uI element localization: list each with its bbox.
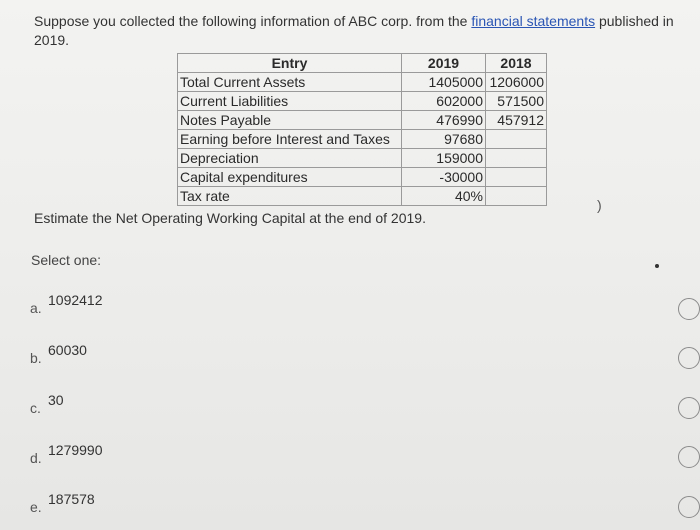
table-cell: 40% bbox=[402, 187, 486, 206]
option-value: 1092412 bbox=[48, 292, 103, 308]
table-cell: Capital expenditures bbox=[178, 168, 402, 187]
table-cell bbox=[486, 149, 547, 168]
table-row bbox=[178, 168, 547, 187]
option-letter: b. bbox=[30, 350, 42, 366]
table-cell: Current Liabilities bbox=[178, 92, 402, 111]
table-cell bbox=[486, 168, 547, 187]
table-row bbox=[178, 92, 547, 111]
answer-option-b[interactable] bbox=[30, 342, 87, 366]
table-cell bbox=[486, 130, 547, 149]
option-letter: c. bbox=[30, 400, 41, 416]
table-cell: Depreciation bbox=[178, 149, 402, 168]
table-cell: 571500 bbox=[486, 92, 547, 111]
table-header-2019: 2019 bbox=[402, 54, 486, 73]
table-header-2018: 2018 bbox=[486, 54, 547, 73]
table-cell: 1206000 bbox=[486, 73, 547, 92]
table-row bbox=[178, 73, 547, 92]
option-letter: e. bbox=[30, 499, 42, 515]
option-letter: d. bbox=[30, 450, 42, 466]
option-value: 187578 bbox=[48, 491, 95, 507]
radio-option-e[interactable] bbox=[678, 496, 700, 518]
option-value: 60030 bbox=[48, 342, 87, 358]
table-cell: Total Current Assets bbox=[178, 73, 402, 92]
table-cell: Notes Payable bbox=[178, 111, 402, 130]
table-cell bbox=[486, 187, 547, 206]
answer-option-d[interactable] bbox=[30, 442, 103, 466]
table-cell: Tax rate bbox=[178, 187, 402, 206]
option-value: 30 bbox=[48, 392, 64, 408]
table-row bbox=[178, 130, 547, 149]
financial-data-table bbox=[177, 53, 547, 206]
radio-option-d[interactable] bbox=[678, 446, 700, 468]
table-cell: 159000 bbox=[402, 149, 486, 168]
radio-option-b[interactable] bbox=[678, 347, 700, 369]
question-text: Estimate the Net Operating Working Capital at the end of 2019. bbox=[34, 210, 426, 226]
decorative-dot bbox=[655, 264, 659, 268]
table-cell: 476990 bbox=[402, 111, 486, 130]
table-header-row bbox=[178, 54, 547, 73]
intro-text: Suppose you collected the following information of ABC corp. from the bbox=[34, 13, 472, 29]
table-cell: 602000 bbox=[402, 92, 486, 111]
select-one-label: Select one: bbox=[31, 252, 102, 268]
table-cell: -30000 bbox=[402, 168, 486, 187]
option-letter: a. bbox=[30, 300, 42, 316]
intro-text-end: published in 2019. bbox=[34, 13, 674, 48]
radio-option-c[interactable] bbox=[678, 397, 700, 419]
table-cell: 1405000 bbox=[402, 73, 486, 92]
table-row bbox=[178, 149, 547, 168]
table-header-entry: Entry bbox=[178, 54, 402, 73]
financial-statements-link[interactable]: financial statements bbox=[471, 13, 596, 29]
radio-option-a[interactable] bbox=[678, 298, 700, 320]
option-value: 1279990 bbox=[48, 442, 103, 458]
table-cell: 457912 bbox=[486, 111, 547, 130]
table-cell: Earning before Interest and Taxes bbox=[178, 130, 402, 149]
margin-mark: ) bbox=[597, 197, 602, 213]
question-intro bbox=[34, 12, 674, 50]
table-cell: 97680 bbox=[402, 130, 486, 149]
table-row bbox=[178, 187, 547, 206]
answer-option-e[interactable] bbox=[30, 491, 95, 515]
table-row bbox=[178, 111, 547, 130]
answer-option-a[interactable] bbox=[30, 292, 103, 316]
answer-option-c[interactable] bbox=[30, 392, 64, 416]
